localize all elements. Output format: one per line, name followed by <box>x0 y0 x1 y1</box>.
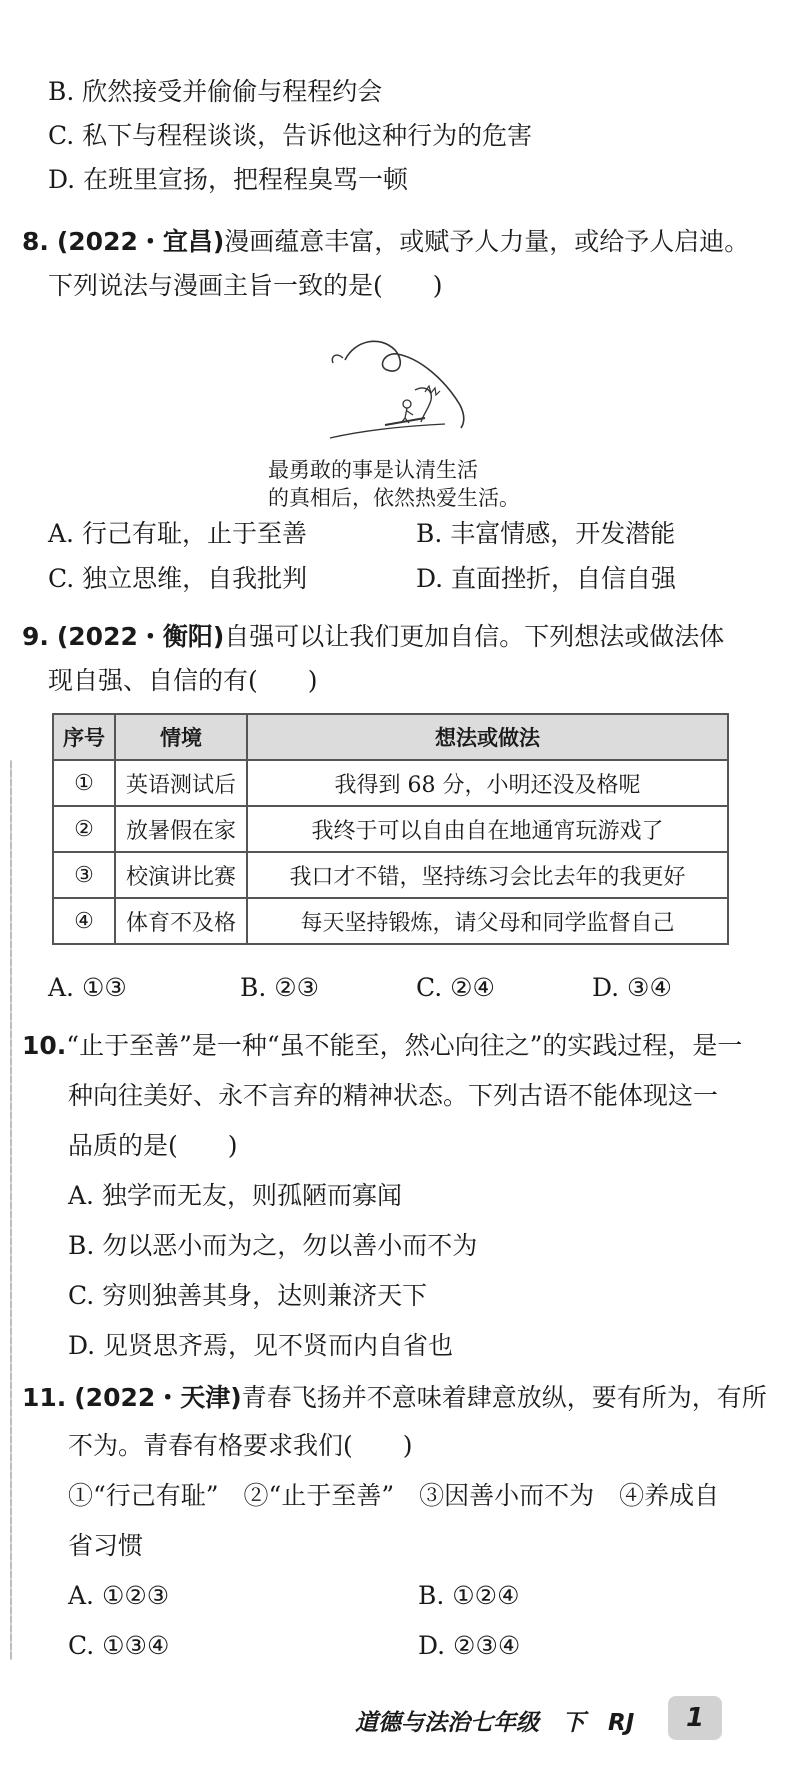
q7-option-d: D. 在班里宣扬，把程程臭骂一顿 <box>48 165 409 194</box>
q11-option-c: C. ①③④ <box>68 1631 170 1660</box>
q8-stem-text: 漫画蕴意丰富，或赋予人力量，或给予人启迪。 <box>224 227 750 256</box>
table-cell: ① <box>53 760 115 806</box>
q9-situation-table <box>52 713 729 945</box>
q11-items-line1: ①“行己有耻” ②“止于至善” ③因善小而不为 ④养成自 <box>68 1481 720 1510</box>
table-cell: 我终于可以自由自在地通宵玩游戏了 <box>247 806 728 852</box>
q10-stem-line1 <box>22 1030 742 1062</box>
q8-number: 8. <box>22 227 49 256</box>
q8-stem-line1 <box>22 226 749 258</box>
q9-option-c: C. ②④ <box>416 973 495 1002</box>
table-cell: 放暑假在家 <box>115 806 247 852</box>
q10-option-a: A. 独学而无友，则孤陋而寡闻 <box>68 1181 402 1210</box>
table-header-row <box>53 714 728 760</box>
q11-stem-line2: 不为。青春有格要求我们( ) <box>68 1431 413 1460</box>
q11-items-line2: 省习惯 <box>68 1531 144 1560</box>
q10-stem-text: “止于至善”是一种“虽不能至，然心向往之”的实践过程，是一 <box>66 1031 743 1060</box>
table-cell: ② <box>53 806 115 852</box>
q9-option-b: B. ②③ <box>240 973 320 1002</box>
q7-option-b: B. 欣然接受并偷偷与程程约会 <box>48 77 383 106</box>
q10-option-d: D. 见贤思齐焉，见不贤而内自省也 <box>68 1331 454 1360</box>
q8-option-a: A. 行己有耻，止于至善 <box>48 519 307 548</box>
cartoon-surfer-wave-image <box>325 330 485 445</box>
q9-stem-line1 <box>22 621 724 653</box>
q11-stem-text: 青春飞扬并不意味着肆意放纵，要有所为，有所 <box>241 1383 767 1412</box>
q9-number: 9. <box>22 622 49 651</box>
margin-dotted-line <box>10 760 12 1660</box>
q11-option-d: D. ②③④ <box>418 1631 521 1660</box>
q10-option-b: B. 勿以恶小而为之，勿以善小而不为 <box>68 1231 478 1260</box>
q11-source: (2022・天津) <box>74 1383 242 1412</box>
table-row <box>53 806 728 852</box>
q7-option-c: C. 私下与程程谈谈，告诉他这种行为的危害 <box>48 121 533 150</box>
q11-number: 11. <box>22 1383 67 1412</box>
table-header-cell: 情境 <box>115 714 247 760</box>
q10-number: 10. <box>22 1031 67 1060</box>
q8-stem-line2: 下列说法与漫画主旨一致的是( ) <box>48 271 443 300</box>
page-number: 1 <box>685 1703 705 1733</box>
table-cell: ③ <box>53 852 115 898</box>
table-header-cell: 序号 <box>53 714 115 760</box>
table-header-cell: 想法或做法 <box>247 714 728 760</box>
q8-option-b: B. 丰富情感，开发潜能 <box>416 519 676 548</box>
q9-option-d: D. ③④ <box>592 973 672 1002</box>
table-cell: 校演讲比赛 <box>115 852 247 898</box>
q10-stem-line2: 种向往美好、永不言弃的精神状态。下列古语不能体现这一 <box>68 1081 719 1110</box>
book-title-footer: 道德与法治七年级 下 RJ <box>355 1710 635 1736</box>
q9-source: (2022・衡阳) <box>56 622 225 651</box>
table-row <box>53 852 728 898</box>
cartoon-caption-line2: 的真相后，依然热爱生活。 <box>268 486 520 510</box>
table-row <box>53 898 728 944</box>
page-number-tab <box>668 1696 722 1740</box>
table-row <box>53 760 728 806</box>
q9-stem-line2: 现自强、自信的有( ) <box>48 666 318 695</box>
q10-stem-line3: 品质的是( ) <box>68 1131 238 1160</box>
q11-option-b: B. ①②④ <box>418 1581 520 1610</box>
q10-option-c: C. 穷则独善其身，达则兼济天下 <box>68 1281 428 1310</box>
q11-stem-line1 <box>22 1382 767 1414</box>
q11-option-a: A. ①②③ <box>68 1581 170 1610</box>
table-cell: 每天坚持锻炼，请父母和同学监督自己 <box>247 898 728 944</box>
table-cell: 英语测试后 <box>115 760 247 806</box>
table-cell: 我得到 68 分，小明还没及格呢 <box>247 760 728 806</box>
table-cell: 体育不及格 <box>115 898 247 944</box>
cartoon-caption-line1: 最勇敢的事是认清生活 <box>268 458 478 482</box>
table-cell: ④ <box>53 898 115 944</box>
table-cell: 我口才不错，坚持练习会比去年的我更好 <box>247 852 728 898</box>
q8-source: (2022・宜昌) <box>56 227 225 256</box>
q9-stem-text: 自强可以让我们更加自信。下列想法或做法体 <box>224 622 725 651</box>
q8-option-d: D. 直面挫折，自信自强 <box>416 564 677 593</box>
q8-option-c: C. 独立思维，自我批判 <box>48 564 308 593</box>
q9-option-a: A. ①③ <box>48 973 127 1002</box>
